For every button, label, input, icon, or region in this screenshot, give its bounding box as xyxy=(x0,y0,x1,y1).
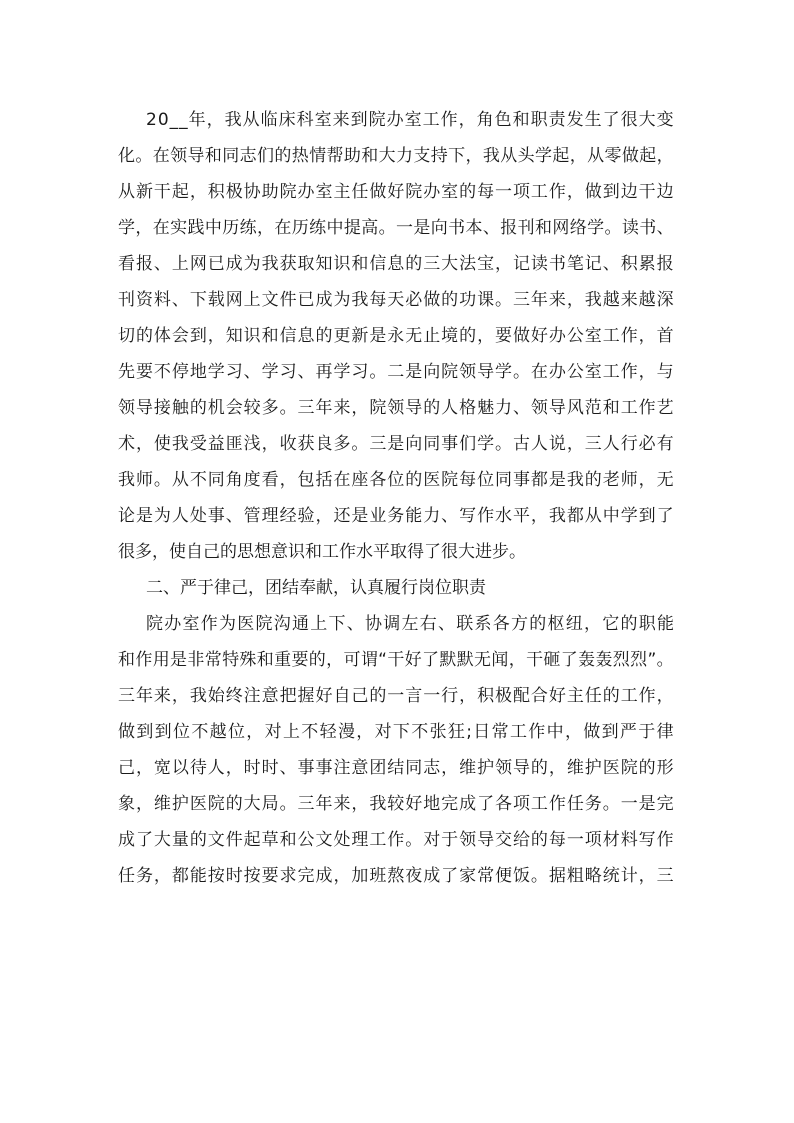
text-line: 先 要 不 停 地 学 习 、 学 习 、 再 学 习 。 二 是 向 院 领 导 学 。 在 办 公 室 工 作 ， 与 xyxy=(118,362,674,382)
text-line: 二、严于律己，团结奉献，认真履行岗位职责 xyxy=(146,578,486,598)
text-line: 己 ， 宽 以 待 人 ， 时 时 、 事 事 注 意 团 结 同 志 ， 维 护 领 导 的 ， 维 护 医 院 的 形 xyxy=(118,758,674,778)
text-line: 从 新 干 起 ， 积 极 协 助 院 办 室 主 任 做 好 院 办 室 的 每 一 项 工 作 ， 做 到 边 干 边 xyxy=(118,182,674,202)
text-line: 刊 资 料 、 下 载 网 上 文 件 已 成 为 我 每 天 必 做 的 功 课 。 三 年 来 ， 我 越 来 越 深 xyxy=(118,290,674,310)
text-line: 成 了 大 量 的 文 件 起 草 和 公 文 处 理 工 作 。 对 于 领 导 交 给 的 每 一 项 材 料 写 作 xyxy=(118,830,674,850)
text-line: 化 。 在 领 导 和 同 志 们 的 热 情 帮 助 和 大 力 支 持 下 ， 我 从 头 学 起 ， 从 零 做 起 ， xyxy=(118,146,674,166)
text-line: 论 是 为 人 处 事 、 管 理 经 验 ， 还 是 业 务 能 力 、 写 作 水 平 ， 我 都 从 中 学 到 了 xyxy=(118,506,674,526)
text-line: 2 0 _ _ 年 ， 我 从 临 床 科 室 来 到 院 办 室 工 作 ， 角 色 和 职 责 发 生 了 很 大 变 xyxy=(146,110,674,130)
text-line: 和 作 用 是 非 常 特 殊 和 重 要 的 ， 可 谓 “ 干 好 了 默 默 无 闻 ， 干 砸 了 轰 轰 烈 烈 ” 。 xyxy=(118,650,674,670)
text-line: 象 ， 维 护 医 院 的 大 局 。 三 年 来 ， 我 较 好 地 完 成 了 各 项 工 作 任 务 。 一 是 完 xyxy=(118,794,674,814)
text-line: 很多，使自己的思想意识和工作水平取得了很大进步。 xyxy=(118,542,526,562)
text-line: 做 到 到 位 不 越 位 ， 对 上 不 轻 漫 ， 对 下 不 张 狂 ; 日 常 工 作 中 ， 做 到 严 于 律 xyxy=(118,722,674,742)
text-line: 看 报 、 上 网 已 成 为 我 获 取 知 识 和 信 息 的 三 大 法 宝 ， 记 读 书 笔 记 、 积 累 报 xyxy=(118,254,674,274)
text-line: 领 导 接 触 的 机 会 较 多 。 三 年 来 ， 院 领 导 的 人 格 魅 力 、 领 导 风 范 和 工 作 艺 xyxy=(118,398,674,418)
text-line: 我 师 。 从 不 同 角 度 看 ， 包 括 在 座 各 位 的 医 院 每 位 同 事 都 是 我 的 老 师 ， 无 xyxy=(118,470,674,490)
text-line: 三 年 来 ， 我 始 终 注 意 把 握 好 自 己 的 一 言 一 行 ， 积 极 配 合 好 主 任 的 工 作 ， xyxy=(118,686,674,706)
text-line: 院 办 室 作 为 医 院 沟 通 上 下 、 协 调 左 右 、 联 系 各 方 的 枢 纽 ， 它 的 职 能 xyxy=(146,614,674,634)
text-line: 术 ， 使 我 受 益 匪 浅 ， 收 获 良 多 。 三 是 向 同 事 们 学 。 古 人 说 ， 三 人 行 必 有 xyxy=(118,434,674,454)
text-line: 任 务 ， 都 能 按 时 按 要 求 完 成 ， 加 班 熬 夜 成 了 家 常 便 饭 。 据 粗 略 统 计 ， 三 xyxy=(118,866,674,886)
text-line: 学 ， 在 实 践 中 历 练 ， 在 历 练 中 提 高 。 一 是 向 书 本 、 报 刊 和 网 络 学 。 读 书 、 xyxy=(118,218,674,238)
text-line: 切 的 体 会 到 ， 知 识 和 信 息 的 更 新 是 永 无 止 境 的 ， 要 做 好 办 公 室 工 作 ， 首 xyxy=(118,326,674,346)
